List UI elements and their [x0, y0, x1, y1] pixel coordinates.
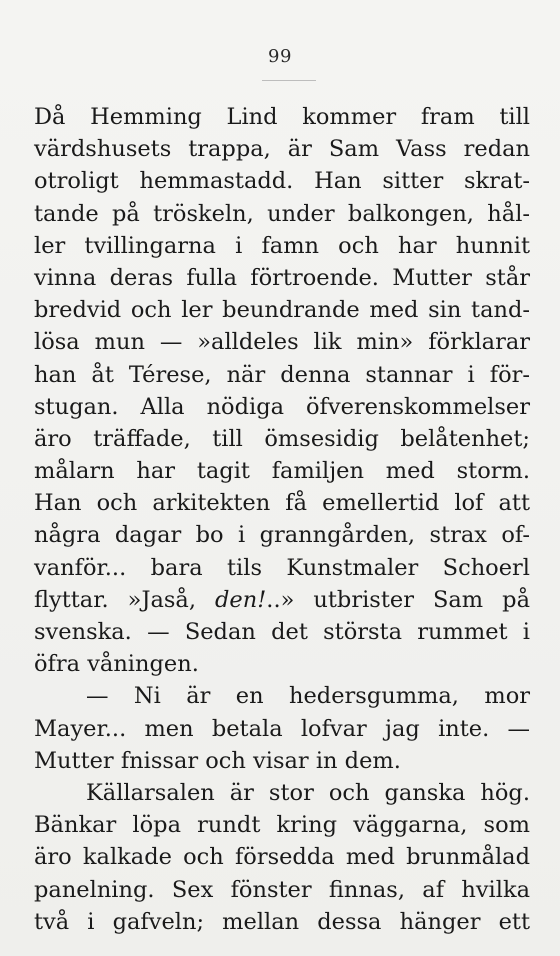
text-line: Mayer... men betala lofvar jag inte. — — [34, 715, 530, 742]
body-text — [34, 101, 530, 938]
text-line: ler tvillingarna i famn och har hunnit — [34, 232, 530, 259]
text-line: han åt Térese, när denna stannar i för- — [34, 361, 530, 388]
text-line: öfra våningen. — [34, 651, 199, 678]
text-line: några dagar bo i granngården, strax of- — [34, 522, 530, 549]
text-line: Bänkar löpa rundt kring väggarna, som — [34, 812, 530, 839]
text-line: lösa mun — »alldeles lik min» förklarar — [34, 329, 530, 356]
text-line: Han och arkitekten få emellertid lof att — [34, 490, 530, 517]
text-line: Då Hemming Lind kommer fram till — [34, 104, 530, 130]
text-line: stugan. Alla nödiga öfverenskommelser — [34, 393, 530, 420]
header-rule — [262, 80, 316, 81]
text-line: äro träffade, till ömsesidig belåtenhet; — [34, 425, 530, 452]
text-line: målarn har tagit familjen med storm. — [34, 458, 530, 485]
text-line: äro kalkade och försedda med brunmålad — [34, 844, 530, 871]
text-line: vinna deras fulla förtroende. Mutter står — [34, 264, 530, 291]
text-line: tande på tröskeln, under balkongen, hål- — [34, 200, 530, 227]
text-line: två i gafveln; mellan dessa hänger ett — [34, 908, 530, 935]
text-line: vanför... bara tils Kunstmaler Schoerl — [34, 554, 530, 581]
text-line: Mutter fnissar och visar in dem. — [34, 747, 401, 774]
text-line: flyttar. »Jaså, den!..» utbrister Sam på — [34, 586, 530, 613]
text-line: — Ni är en hedersgumma, mor — [86, 683, 530, 710]
text-line: panelning. Sex fönster finnas, af hvilka — [34, 876, 530, 903]
text-line: svenska. — Sedan det största rummet i — [34, 619, 530, 645]
text-line: bredvid och ler beundrande med sin tand- — [34, 297, 530, 324]
text-line: Källarsalen är stor och ganska hög. — [86, 779, 530, 806]
text-line: värdshusets trappa, är Sam Vass redan — [34, 136, 530, 163]
text-line: otroligt hemmastadd. Han sitter skrat- — [34, 168, 530, 195]
page-number: 99 — [268, 46, 292, 67]
